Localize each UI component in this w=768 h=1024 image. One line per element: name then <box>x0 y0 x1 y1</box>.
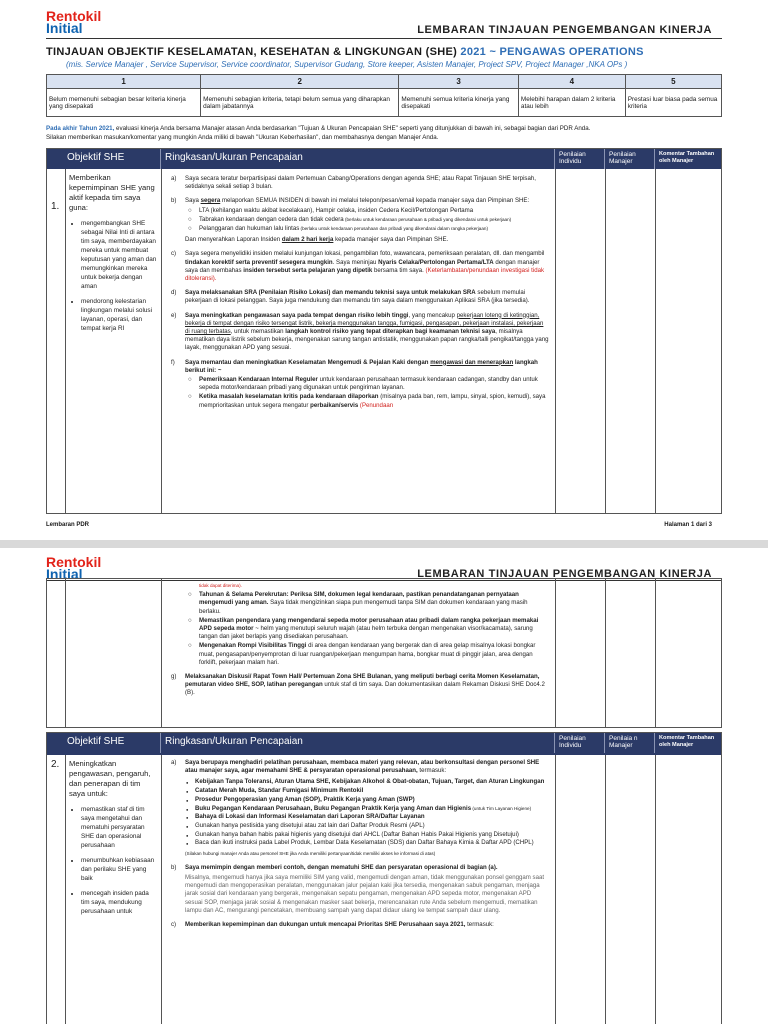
measure-c: c) Saya segera menyelidiki insiden melalui kunjungan lokasi, pengambilan foto, wawancara, pemeriksaan peralatan, dll. dan mengambil tindakan korektif serta preventif sesegera mungkin. Saya meninjau Nyaris Celaka/Pertolongan Pertama/LTA dengan manajer saya dan membahas insiden tersebut serta pelajaran yang dipetik bersama tim saya. (Keterlambatan/penundaan investigasi tidak ditoleransi). <box>171 250 545 283</box>
document-title: LEMBARAN TINJAUAN PENGEMBANGAN KINERJA <box>417 568 712 580</box>
measure-f-sub: ○ Mengenakan Rompi Visibilitas Tinggi di area dengan kendaraan yang bergerak dan di area gelap misalnya lokasi bongkar muat, pengasapan/penyemprotan di luar ruangan/pekerjaan mengumpan hama, bongkar muat di pinggir jalan, area dengan forklift, pekerjaan malam hari. <box>188 642 536 666</box>
divider <box>555 579 556 727</box>
divider <box>605 755 606 1024</box>
scale-number: 4 <box>518 75 625 89</box>
measure-f-sub: ○ Pemeriksaan Kendaraan Internal Reguler untuk kendaraan perusahaan termasuk kendaraan cadangan, standby dan untuk sepeda motor/kendaraan pribadi yang digunakan untuk pengiriman layanan. <box>188 376 538 392</box>
divider <box>161 755 162 1024</box>
measure-b-sub: ○ Pelanggaran dan hukuman lalu lintas (berlaku untuk kendaraan perusahaan dan pribadi yang dikendarai dalam rangka pekerjaan) <box>188 225 489 233</box>
scale-number: 2 <box>201 75 399 89</box>
scale-number: 5 <box>625 75 721 89</box>
objectives-table-1-continued <box>46 578 722 728</box>
objective-1-description: Memberikan kepemimpinan SHE yang aktif kepada tim saya guna: • mengembangkan SHE sebagai Nilai Inti di antara tim saya, memberdayakan mereka untuk membuat keputusan yang aman dan memungkinkan mereka untuk bekerja dengan aman • mendorong kelestarian lingkungan melalui solusi layanan, operasi, dan tempat kerja RI <box>69 173 157 339</box>
objective-bullet: • mendorong kelestarian lingkungan melalui solusi layanan, operasi, dan tempat kerja RI <box>81 297 157 333</box>
document-title: LEMBARAN TINJAUAN PENGEMBANGAN KINERJA <box>417 24 712 36</box>
scale-description: Melebihi harapan dalam 2 kriteria atau lebih <box>518 89 625 117</box>
col-summary: Ringkasan/Ukuran Pencapaian <box>161 733 555 753</box>
footer-left: Lembaran PDR <box>46 522 90 528</box>
table-header <box>47 733 721 755</box>
col-self-rating: Penilaian Individu <box>555 733 605 753</box>
rating-scale-table <box>46 74 722 117</box>
objective-2-description: Meningkatkan pengawasan, pengaruh, dan penerapan di tim saya untuk: • memastikan staf di tim saya mengetahui dan mematuhi persyaratan SHE dan operasional perusahaan • menumbuhkan kebiasaan dan perilaku SHE yang baik • mencegah insiden pada tim saya, mendukung perusahaan untuk <box>69 759 157 922</box>
col-manager-rating: Penilaia n Manajer <box>605 733 655 753</box>
col-self-rating: Penilaian Individu <box>555 149 605 169</box>
col-objective: Objektif SHE <box>47 733 161 753</box>
objective-1-measures <box>171 175 549 416</box>
objective-bullet: • mencegah insiden pada tim saya, mendukung perusahaan untuk <box>81 889 157 916</box>
objective-1-measures-cont: tidak dapat diterima). ○ Tahunan & Selama Perekrutan: Periksa SIM, dokumen legal kendaraan, pastikan penandatanganan pernyataan mengemudi yang aman. Saya tidak mengizinkan siapa pun mengemudi tanpa SIM dan dokumen kendaraan yang masih berlaku. ○ Memastikan pengendara yang mengendarai sepeda motor perusahaan atau pribadi dalam rangka pekerjaan memakai APD sepeda motor ~ helm yang menutupi seluruh wajah (atau helm terbuka dengan mengenakan visor/kacamata), sarung tangan dan jaket berlapis yang disediakan perusahaan. ○ Mengenakan Rompi Visibilitas Tinggi di area dengan kendaraan yang bergerak dan di area gelap misalnya lokasi bongkar muat, pengasapan/penyemprotan di luar ruangan/pekerjaan mengumpan hama, bongkar muat di pinggir jalan, area dengan forklift, pekerjaan malam hari. g) Melaksanakan Diskusi/ Rapat Town Hall/ Pertemuan Zona SHE Bulanan, yang meliputi berbagi cerita Momen Keselamatan, pemutaran video SHE, SOP, latihan peregangan untuk staf di tim saya. Dan dokumentasikan dalam Rekaman Diskusi SHE Doc4.2 (B). <box>171 581 549 704</box>
measure-e: e) Saya meningkatkan pengawasan saya pada tempat dengan risiko lebih tinggi, yang mencakup pekerjaan loteng di ketinggian, bekerja di tempat dengan risiko tersengat listrik, bekerja menggunakan tangga, fumigasi, pengasapan, pekerjaan instalasi, pekerjaan di ruang terbatas, untuk memastikan langkah kontrol risiko yang tepat diterapkan bagi keamanan teknisi saya, misalnya mematikan daya listrik sebelum bekerja, mengenakan sarung tangan antistatik, menggunakan papan rangka/talli pengikat/tangga yang layak, menggunakan APD yang sesuai. <box>171 311 549 352</box>
objective-bullet: • mengembangkan SHE sebagai Nilai Inti di antara tim saya, memberdayakan mereka untuk membuat keputusan yang aman dan memungkinkan mereka untuk bekerja dengan aman <box>81 219 157 291</box>
divider <box>161 579 162 727</box>
document-page-2 <box>0 548 768 1024</box>
measure-f-sub: ○ Tahunan & Selama Perekrutan: Periksa SIM, dokumen legal kendaraan, pastikan penandatanganan pernyataan mengemudi yang aman. Saya tidak mengizinkan siapa pun mengemudi tanpa SIM dan dokumen kendaraan yang masih berlaku. <box>188 591 528 615</box>
col-manager-comments: Komentar Tambahan oleh Manajer <box>659 735 715 748</box>
scale-number: 1 <box>47 75 201 89</box>
col-manager-comments: Komentar Tambahan oleh Manajer <box>659 151 715 164</box>
measure-f: f) Saya memantau dan meningkatkan Keselamatan Mengemudi & Pejalan Kaki dengan mengawasi dan menerapkan langkah berikut ini: ~ ○ Pemeriksaan Kendaraan Internal Reguler untuk kendaraan perusahaan termasuk kendaraan cadangan, standby dan untuk sepeda motor/kendaraan pribadi yang digunakan untuk pengiriman layanan. ○ Ketika masalah keselamatan kritis pada kendaraan dilaporkan (misalnya pada ban, rem, lampu, sinyal, spion, kemudi), saya memprioritaskan untuk segera mengatur perbaikan/servis (Penundaan <box>171 359 549 410</box>
measure-f-sub: ○ Memastikan pengendara yang mengendarai sepeda motor perusahaan atau pribadi dalam rangka pekerjaan memakai APD sepeda motor ~ helm yang menutupi seluruh wajah (atau helm terbuka dengan mengenakan visor/kacamata), sarung tangan dan jaket berlapis yang disediakan perusahaan. <box>188 616 539 641</box>
divider <box>65 579 66 727</box>
intro-text: Pada akhir Tahun 2021, evaluasi kinerja Anda bersama Manajer atasan Anda berdasarkan "Tujuan & Ukuran Pencapaian SHE" seperti yang ditunjukkan di bawah ini, sebagai bagian dari PDR Anda. Silakan memberikan masukan/komentar yang mungkin Anda miliki di bawah "Ukuran Keberhasilan", dan membahasnya dengan Manajer Anda. <box>46 125 591 141</box>
col-manager-rating: Penilaian Manajer <box>605 149 655 169</box>
measure-d: d) Saya melaksanakan SRA (Penilaian Risiko Lokasi) dan memandu teknisi saya untuk melakukan SRA sebelum memulai pekerjaan di lokasi pelanggan. Saya juga mendukung dan memandu tim saya dalam menggunakan Aplikasi SRA (jika tersedia). <box>171 289 530 305</box>
measure-c: c) Memberikan kepemimpinan dan dukungan untuk mencapai Prioritas SHE Perusahaan saya 2021, termasuk: <box>171 920 494 928</box>
divider <box>605 169 606 513</box>
brand-logo: Rentokil Initial <box>46 554 102 582</box>
divider <box>655 169 656 513</box>
measure-g: g) Melaksanakan Diskusi/ Rapat Town Hall/ Pertemuan Zona SHE Bulanan, yang meliputi berbagi cerita Momen Keselamatan, pemutaran video SHE, SOP, latihan peregangan untuk staf di tim saya. Dan dokumentasikan dalam Rekaman Diskusi SHE Doc4.2 (B). <box>171 673 545 697</box>
objective-number: 1. <box>51 201 60 212</box>
footer-page-number: Halaman 1 dari 3 <box>664 522 712 528</box>
header-rule <box>46 38 722 39</box>
brand-logo: Rentokil Initial <box>46 8 102 36</box>
scale-number: 3 <box>399 75 519 89</box>
scale-description: Memenuhi semua kriteria kinerja yang disepakati <box>399 89 519 117</box>
objective-subtitle: (mis. Service Manajer , Service Supervisor, Service coordinator, Supervisor Gudang, Store keeper, Asisten Manajer, Project SPV, Project Manager ,NKA OPs ) <box>66 60 628 69</box>
table-header <box>47 149 721 169</box>
measure-b-sub: ○ Tabrakan kendaraan dengan cedera dan tidak cedera (berlaku untuk kendaraan perusahaan & pribadi yang dikendarai untuk pekerjaan) <box>188 215 512 223</box>
measure-f-sub: ○ Ketika masalah keselamatan kritis pada kendaraan dilaporkan (misalnya pada ban, rem, lampu, sinyal, spion, kemudi), saya memprioritaskan untuk segera mengatur perbaikan/servis (Penundaan <box>188 393 546 409</box>
objective-title: TINJAUAN OBJEKTIF KESELAMATAN, KESEHATAN & LINGKUNGAN (SHE) 2021 ~ PENGAWAS OPERATIONS <box>46 46 644 58</box>
measure-a: a) Saya secara teratur berpartisipasi dalam Pertemuan Cabang/Operations dengan agenda SHE; atau Rapat Tinjauan SHE terpisah, setidaknya sekali setiap 3 bulan. <box>171 175 536 191</box>
objectives-table-1 <box>46 148 722 514</box>
measure-a: a) Saya berupaya menghadiri pelatihan perusahaan, membaca materi yang relevan, atau berkonsultasi dengan personel SHE atau manajer saya, agar memahami SHE & persyaratan operasional perusahaan, termasuk: ● Kebijakan Tanpa Toleransi, Aturan Utama SHE, Kebijakan Alkohol & Obat-obatan, Tujuan, Target, dan Aturan Lingkungan ● Catatan Merah Muda, Standar Fumigasi Minimum Rentokil ● Prosedur Pengoperasian yang Aman (SOP), Praktik Kerja yang Aman (SWP) ● Buku Pegangan Kendaraan Perusahaan, Buku Pegangan Praktik Kerja yang Aman dan Higienis (untuk Tim Layanan Higiene) ● Bahaya di Lokasi dan Informasi Keselamatan dari Laporan SRA/Daftar Layanan ● Gunakan hanya pestisida yang disetujui atau zat lain dari Daftar Produk Resmi (APL) ● Gunakan hanya bahan habis pakai higienis yang disetujui dari AHCL (Daftar Bahan Habis Pakai Higienis yang Disetujui) ● Baca dan ikuti instruksi pada Label Produk, Lembar Data Keselamatan (SDS) dan Daftar Bahaya Kimia & Daftar APD (CHPL) (Silakan hubungi manajer Anda atau personel SHE jika Anda memiliki pertanyaan/tidak memiliki akses ke informasi di atas) <box>171 759 549 858</box>
scale-description: Memenuhi sebagian kriteria, tetapi belum semua yang diharapkan dalam jabatannya <box>201 89 399 117</box>
objective-2-measures <box>171 759 549 935</box>
scale-description: Prestasi luar biasa pada semua kriteria <box>625 89 721 117</box>
objective-bullet: • memastikan staf di tim saya mengetahui dan mematuhi persyaratan SHE dan operasional perusahaan <box>81 805 157 850</box>
scale-description: Belum memenuhi sebagian besar kriteria kinerja yang disepakati <box>47 89 201 117</box>
col-objective: Objektif SHE <box>47 149 161 169</box>
objectives-table-2 <box>46 732 722 1024</box>
col-summary: Ringkasan/Ukuran Pencapaian <box>161 149 555 169</box>
divider <box>655 755 656 1024</box>
divider <box>65 169 66 513</box>
divider <box>655 579 656 727</box>
divider <box>555 169 556 513</box>
measure-b-sub: ○ LTA (kehilangan waktu akibat kecelakaan), Hampir celaka, insiden Cedera Kecil/Pertolongan Pertama <box>188 206 474 214</box>
objective-number: 2. <box>51 759 60 770</box>
divider <box>65 755 66 1024</box>
divider <box>161 169 162 513</box>
measure-b: b) Saya memimpin dengan memberi contoh, dengan mematuhi SHE dan persyaratan operasional di bagian (a). Misalnya, mengemudi hanya jika saya memiliki SIM yang valid, mengemudi dengan aman, tidak menggunakan ponsel genggam saat mengemudi dan mengoperasikan peralatan, menggunakan jalur pejalan kaki jika tersedia, mengenakan sabuk pengaman, menjaga jarak sosial dari kendaraan yang bergerak, mengenakan sepatu pengaman, mengenakan APD sepeda motor, mengenakan APD sesuai SOP, menjaga jarak sosial & mengenakan masker saat bekerja, merencanakan rute Anda sebelum mengemudi, mematikan lampu dan AC, mengurangi pencetakan, membuang sampah yang dapat didaur ulang ke tempat sampah daur ulang. <box>171 863 545 914</box>
divider <box>555 755 556 1024</box>
objective-bullet: • menumbuhkan kebiasaan dan perilaku SHE yang baik <box>81 856 157 883</box>
divider <box>605 579 606 727</box>
measure-b: b) Saya segera melaporkan SEMUA INSIDEN di bawah ini melalui telepon/pesan/email kepada manajer saya dan Pimpinan SHE: ○ LTA (kehilangan waktu akibat kecelakaan), Hampir celaka, insiden Cedera Kecil/Pertolongan Pertama ○ Tabrakan kendaraan dengan cedera dan tidak cedera (berlaku untuk kendaraan perusahaan & pribadi yang dikendarai untuk pekerjaan) ○ Pelanggaran dan hukuman lalu lintas (berlaku untuk kendaraan perusahaan dan pribadi yang dikendarai dalam rangka pekerjaan) Dan menyerahkan Laporan Insiden dalam 2 hari kerja kepada manajer saya dan Pimpinan SHE. <box>171 197 549 244</box>
